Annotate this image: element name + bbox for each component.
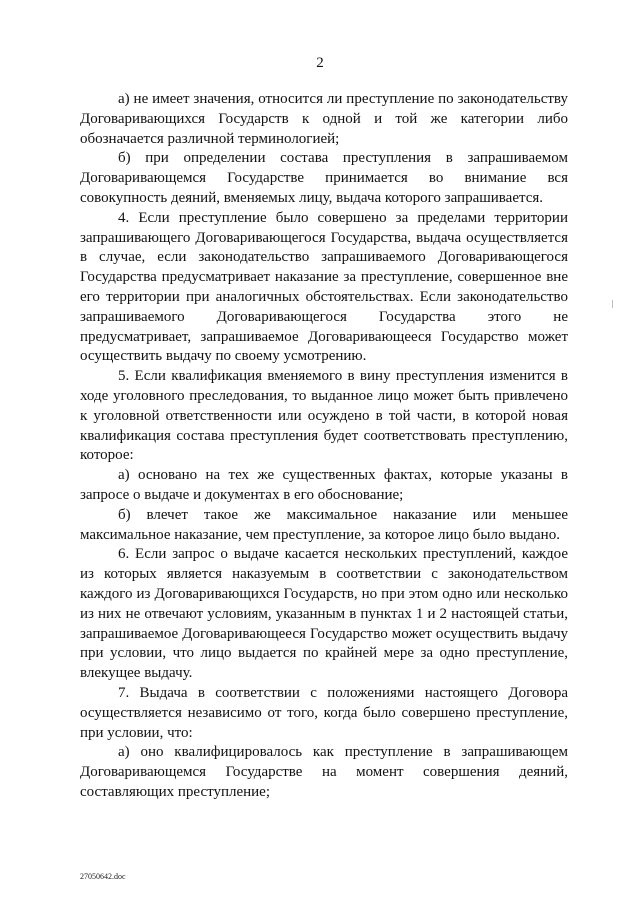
paragraph-4-outside-territory: 4. Если преступление было совершено за пределами территории запрашивающего Договаривающегося Государства, выдача осуществляется в случае, если законодательство запрашиваемого Договаривающегося Государства предусматривает наказание за преступление, совершенное вне его территории при аналогичных обстоятельствах. Если законодательство запрашиваемого Договаривающегося Государства этого не предусматривает, запрашиваемое Договаривающееся Государство может осуществить выдачу по своему усмотрению. <box>80 209 568 365</box>
paragraph-6-multiple-offences: 6. Если запрос о выдаче касается нескольких преступлений, каждое из которых является наказуемым в соответствии с законодательством каждого из Договаривающихся Государств, но при этом одно или несколько из них не отвечают условиям, указанным в пунктах 1 и 2 настоящей статьи, запрашиваемое Договаривающееся Государство может осуществить выдачу при условии, что лицо выдается по крайней мере за одно преступление, влекущее выдачу. <box>80 546 568 682</box>
paragraph-5-requalification: 5. Если квалификация вменяемого в вину преступления изменится в ходе уголовного преследования, то выданное лицо может быть привлечено к уголовной ответственности или осуждено в той части, в которой новая квалификация состава преступления будет соответствовать преступлению, которое: <box>80 368 568 464</box>
paragraph-a-qualified-at-time: а) оно квалифицировалось как преступление в запрашивающем Договаривающемся Государстве на момент совершения деяний, составляющих преступление; <box>80 744 568 800</box>
paragraph-b-max-penalty: б) влечет такое же максимальное наказание или меньшее максимальное наказание, чем преступление, за которое лицо было выдано. <box>80 506 568 543</box>
paragraph-7-timing: 7. Выдача в соответствии с положениями настоящего Договора осуществляется независимо от того, когда было совершено преступление, при условии, что: <box>80 684 568 741</box>
footer-filename: 27050642.doc <box>80 872 126 881</box>
paragraph-a-same-facts: а) основано на тех же существенных фактах, которые указаны в запросе о выдаче и документах в его обоснование; <box>80 467 568 503</box>
margin-mark <box>612 300 613 308</box>
document-body <box>80 90 568 803</box>
paragraph-b-totality-of-acts: б) при определении состава преступления в запрашиваемом Договаривающемся Государстве принимается во внимание вся совокупность деяний, вменяемых лицу, выдача которого запрашивается. <box>80 150 568 206</box>
paragraph-a-terminology: а) не имеет значения, относится ли преступление по законодательству Договаривающихся Государств к одной и той же категории либо обозначается различной терминологией; <box>80 91 568 147</box>
page-number: 2 <box>316 55 324 71</box>
